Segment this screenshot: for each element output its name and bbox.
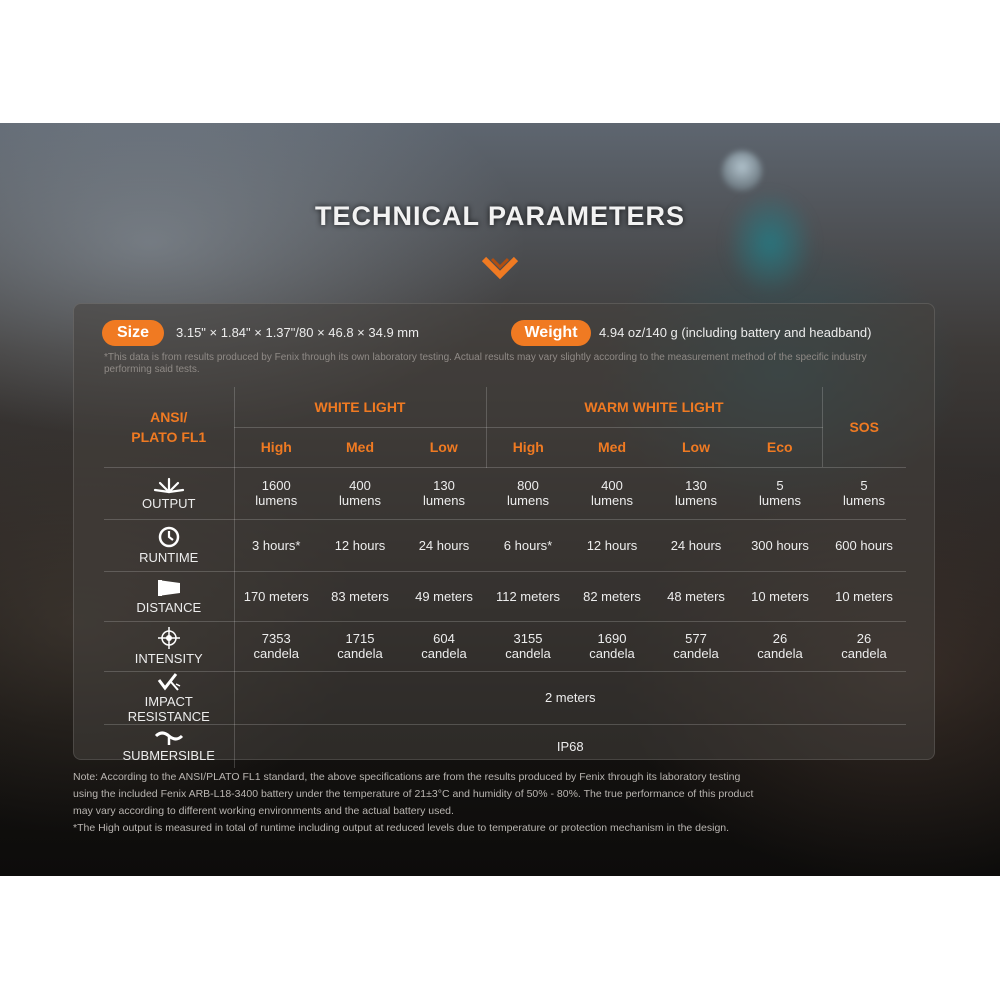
hiker-figure <box>700 153 840 323</box>
table-cell: 5 lumens <box>738 467 822 519</box>
row-label-runtime: RUNTIME <box>104 519 234 571</box>
mode-header: Low <box>654 427 738 467</box>
table-cell: 130 lumens <box>654 467 738 519</box>
row-label-output: OUTPUT <box>104 467 234 519</box>
hiker-headlamp <box>722 151 762 191</box>
table-cell: 5 lumens <box>822 467 906 519</box>
table-row-intensity <box>104 621 906 671</box>
mode-header: Med <box>318 427 402 467</box>
beam-icon <box>156 578 182 598</box>
table-cell: 400 lumens <box>570 467 654 519</box>
table-row-distance <box>104 571 906 621</box>
group-sos: SOS <box>822 387 906 467</box>
table-cell: 48 meters <box>654 571 738 621</box>
table-cell: 800 lumens <box>486 467 570 519</box>
row-label-submersible: SUBMERSIBLE <box>104 724 234 768</box>
chevron-down-icon <box>480 253 520 281</box>
size-value: 3.15" × 1.84" × 1.37"/80 × 46.8 × 34.9 mm <box>176 325 419 340</box>
table-cell: 604 candela <box>402 621 486 671</box>
table-cell: 112 meters <box>486 571 570 621</box>
table-cell: 26 candela <box>822 621 906 671</box>
table-cell: 300 hours <box>738 519 822 571</box>
mode-header: Med <box>570 427 654 467</box>
table-row-output <box>104 467 906 519</box>
group-white-light: WHITE LIGHT <box>234 387 486 427</box>
sunburst-icon <box>152 476 186 494</box>
table-cell: 400 lumens <box>318 467 402 519</box>
disclaimer-text: *This data is from results produced by Fenix through its own laboratory testing. Actual results may vary slightly according to the measurement method of the specific industry performing said tests. <box>104 352 867 375</box>
row-label-distance: DISTANCE <box>104 571 234 621</box>
table-cell: 6 hours* <box>486 519 570 571</box>
spec-panel <box>73 303 935 763</box>
hero-banner <box>0 123 1000 876</box>
table-cell: 49 meters <box>402 571 486 621</box>
table-cell: 3 hours* <box>234 519 318 571</box>
table-cell: 1690 candela <box>570 621 654 671</box>
standard-label: ANSI/ PLATO FL1 <box>104 387 234 467</box>
table-row-impact <box>104 671 906 724</box>
mode-header: Eco <box>738 427 822 467</box>
footnote: Note: According to the ANSI/PLATO FL1 standard, the above specifications are from the results produced by Fenix through its laboratory testing using the included Fenix ARB-L18-3400 battery under the temperature of 21±3°C and humidity of 50% - 80%. The true performance of this product may vary according to different working environments and the actual battery used. *The High output is measured in total of runtime including output at reduced levels due to temperature or protection mechanism in the design. <box>73 771 754 834</box>
weight-badge: Weight <box>511 320 591 346</box>
page-title: TECHNICAL PARAMETERS <box>314 201 685 231</box>
table-cell: 24 hours <box>654 519 738 571</box>
table-cell: 83 meters <box>318 571 402 621</box>
table-cell: 1600 lumens <box>234 467 318 519</box>
table-cell: 170 meters <box>234 571 318 621</box>
submersible-value: IP68 <box>556 738 584 754</box>
row-label-impact: IMPACT RESISTANCE <box>104 671 234 724</box>
group-warm-white-light: WARM WHITE LIGHT <box>486 387 822 427</box>
impact-icon <box>156 672 182 692</box>
clock-icon <box>158 526 180 548</box>
spec-table <box>104 387 906 768</box>
row-label-intensity: INTENSITY <box>104 621 234 671</box>
table-cell: 12 hours <box>318 519 402 571</box>
table-cell: 1715 candela <box>318 621 402 671</box>
table-cell: 130 lumens <box>402 467 486 519</box>
table-cell: 577 candela <box>654 621 738 671</box>
size-badge: Size <box>102 320 164 346</box>
mode-header: Low <box>402 427 486 467</box>
table-row-submersible <box>104 724 906 768</box>
wave-icon <box>154 730 184 746</box>
impact-value: 2 meters <box>234 671 906 724</box>
table-cell: 82 meters <box>570 571 654 621</box>
table-cell: 3155 candela <box>486 621 570 671</box>
table-cell: 7353 candela <box>234 621 318 671</box>
table-row-runtime <box>104 519 906 571</box>
table-group-row <box>104 387 906 427</box>
table-cell: 10 meters <box>738 571 822 621</box>
table-cell: 24 hours <box>402 519 486 571</box>
table-cell: 26 candela <box>738 621 822 671</box>
table-cell: 10 meters <box>822 571 906 621</box>
mode-header: High <box>486 427 570 467</box>
mode-header: High <box>234 427 318 467</box>
crosshair-icon <box>157 627 181 649</box>
weight-value: 4.94 oz/140 g (including battery and headband) <box>599 325 872 340</box>
table-cell: 12 hours <box>570 519 654 571</box>
table-cell: 600 hours <box>822 519 906 571</box>
